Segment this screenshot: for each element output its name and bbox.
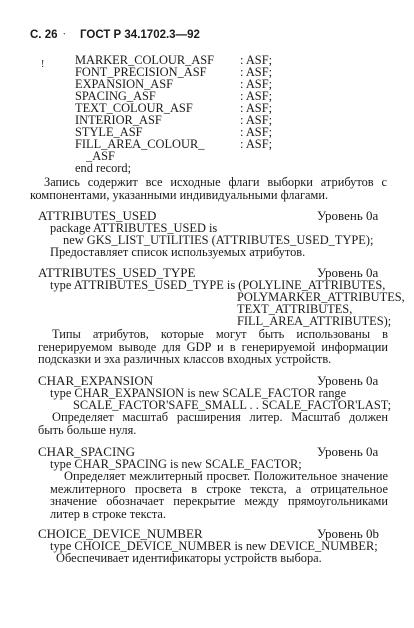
entry-level: Уровень 0a bbox=[317, 265, 379, 280]
record-field-name: MARKER_COLOUR_ASF bbox=[75, 53, 215, 67]
record-field-type: : ASF; bbox=[240, 53, 273, 67]
record-field-name: FILL_AREA_COLOUR_ bbox=[75, 137, 205, 151]
standard-code: ГОСТ Р 34.1702.3—92 bbox=[80, 29, 200, 41]
record-note: Запись содержит все исходные флаги выборки атрибутов с компонентами, указанными индивидуальными флагами. bbox=[30, 175, 387, 202]
entry-code-line: type CHAR_EXPANSION is new SCALE_FACTOR range bbox=[50, 386, 347, 400]
record-field-type: : ASF; bbox=[240, 89, 273, 103]
entry-code-line: SCALE_FACTOR'SAFE_SMALL . . SCALE_FACTOR'LAST; bbox=[73, 398, 392, 412]
entry-title: ATTRIBUTES_USED_TYPE bbox=[38, 265, 196, 280]
record-field-name: SPACING_ASF bbox=[75, 89, 156, 103]
entry-title: CHOICE_DEVICE_NUMBER bbox=[38, 526, 203, 541]
entry-code-line: TEXT_ATTRIBUTES, bbox=[237, 302, 353, 316]
entry-code-line: type CHAR_SPACING is new SCALE_FACTOR; bbox=[50, 457, 302, 471]
record-field-name: FONT_PRECISION_ASF bbox=[75, 65, 207, 79]
entry-code-line: type CHOICE_DEVICE_NUMBER is new DEVICE_NUMBER; bbox=[50, 539, 378, 553]
entry-title: CHAR_EXPANSION bbox=[38, 373, 154, 388]
record-field-type: : ASF; bbox=[240, 101, 273, 115]
entry-code-line: package ATTRIBUTES_USED is bbox=[50, 221, 218, 235]
entry-code-line: FILL_AREA_ATTRIBUTES); bbox=[237, 314, 392, 328]
margin-mark: ! bbox=[41, 59, 45, 70]
entry-level: Уровень 0a bbox=[317, 373, 379, 388]
entry-level: Уровень 0a bbox=[317, 444, 379, 459]
entry-description: Предоставляет список используемых атрибутов. bbox=[50, 245, 306, 259]
entry-description: Определяет межлитерный просвет. Положительное значение межлитерного просвета в строке текста, а отрицательное значение обозначает перекрытие между прямоугольниками литер в строке текста. bbox=[50, 469, 388, 521]
entry-title: ATTRIBUTES_USED bbox=[38, 208, 157, 223]
record-field-type: : ASF; bbox=[240, 125, 273, 139]
record-field-type: : ASF; bbox=[240, 137, 273, 151]
entry-code-line: type ATTRIBUTES_USED_TYPE is (POLYLINE_ATTRIBUTES, bbox=[50, 278, 386, 292]
record-field-name: STYLE_ASF bbox=[75, 125, 143, 139]
entry-description: Определяет масштаб расширения литер. Масштаб должен быть больше нуля. bbox=[38, 410, 388, 437]
page-number: С. 26 bbox=[30, 29, 58, 41]
entry-code-line: new GKS_LIST_UTILITIES (ATTRIBUTES_USED_TYPE); bbox=[63, 233, 374, 247]
record-field-name: TEXT_COLOUR_ASF bbox=[75, 101, 193, 115]
entry-description: Типы атрибутов, которые могут быть использованы в генерируемом выводе для GDP и в генерируемой информации подсказки и эха различных классов входных устройств. bbox=[38, 327, 388, 367]
end-record: end record; bbox=[75, 161, 132, 175]
record-field-name: INTERIOR_ASF bbox=[75, 113, 162, 127]
record-field-type: : ASF; bbox=[240, 77, 273, 91]
entry-description: Обеспечивает идентификаторы устройств выбора. bbox=[56, 551, 322, 565]
record-field-name: _ASF bbox=[86, 149, 115, 163]
entry-level: Уровень 0a bbox=[317, 208, 379, 223]
entry-level: Уровень 0b bbox=[317, 526, 380, 541]
record-field-name: EXPANSION_ASF bbox=[75, 77, 174, 91]
entry-title: CHAR_SPACING bbox=[38, 444, 136, 459]
entry-code-line: POLYMARKER_ATTRIBUTES, bbox=[237, 290, 405, 304]
record-field-type: : ASF; bbox=[240, 65, 273, 79]
record-field-type: : ASF; bbox=[240, 113, 273, 127]
